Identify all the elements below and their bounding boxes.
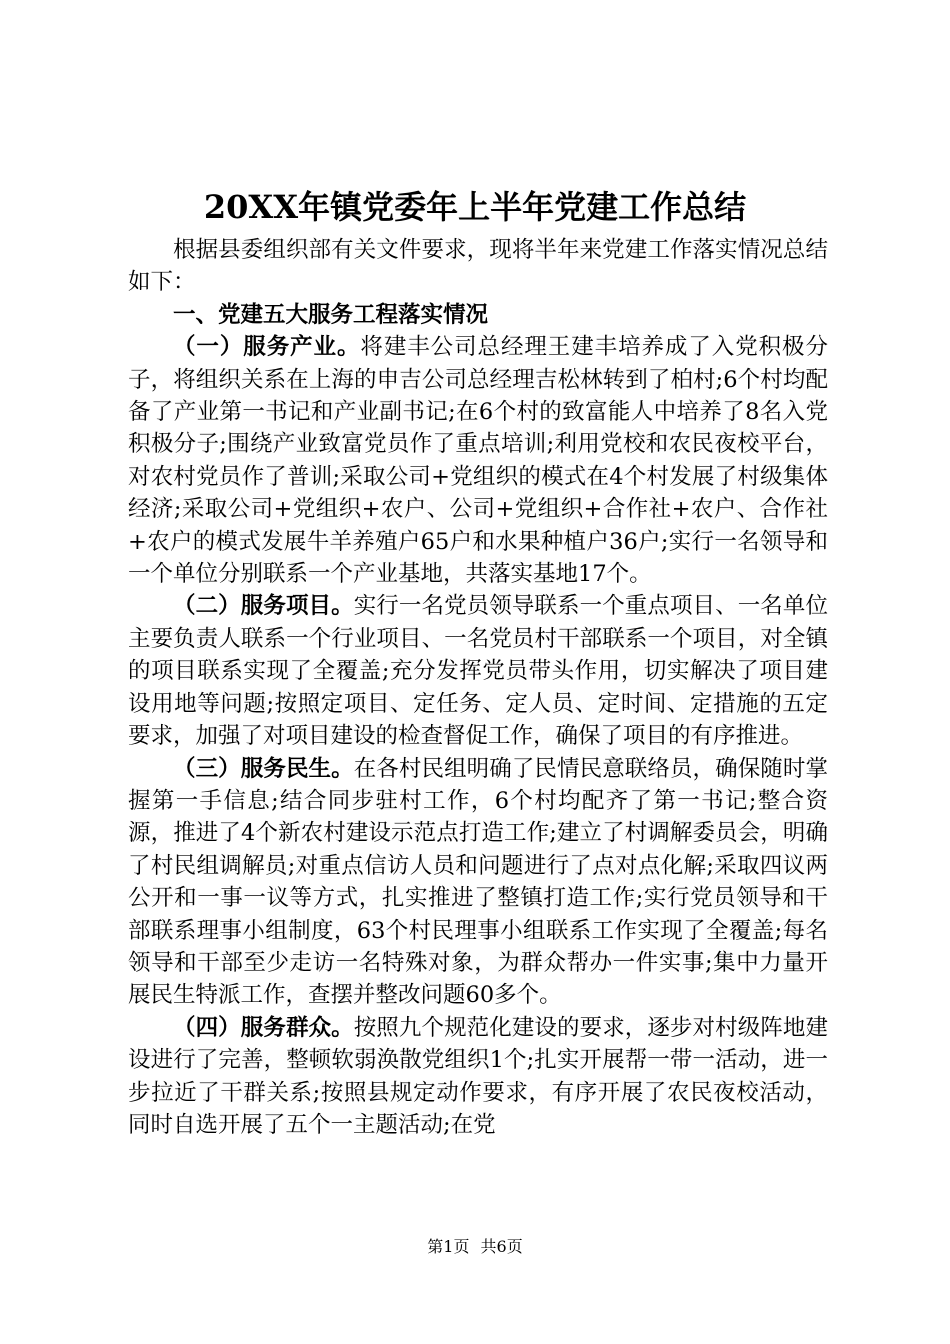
item-text: 实行一名党员领导联系一个重点项目、一名单位主要负责人联系一个行业项目、一名党员村干部联系一个项目，对全镇的项目联系实现了全覆盖;充分发挥党员带头作用，切实解决了项目建设用地等问题;按照定项目、定任务、定人员、定时间、定措施的五定要求，加强了对项目建设的检查督促工作，确保了项目的有序推进。: [128, 593, 828, 750]
item-paragraph-4: [128, 1012, 828, 1142]
document-body: [128, 234, 828, 1141]
item-lead: （三）服务民生。: [173, 755, 354, 782]
item-paragraph-1: [128, 331, 828, 590]
item-text: 将建丰公司总经理王建丰培养成了入党积极分子，将组织关系在上海的申吉公司总经理吉松林转到了柏村;6个村均配备了产业第一书记和产业副书记;在6个村的致富能人中培养了8名入党积极分子;围绕产业致富党员作了重点培训;利用党校和农民夜校平台，对农村党员作了普训;采取公司+党组织的模式在4个村发展了村级集体经济;采取公司+党组织+农户、公司+党组织+合作社+农户、合作社+农户的模式发展牛羊养殖户65户和水果种植户36户;实行一名领导和一个单位分别联系一个产业基地，共落实基地17个。: [128, 334, 828, 588]
item-paragraph-3: [128, 753, 828, 1012]
page-total: 共6页: [480, 1237, 523, 1256]
page-number: 第1页: [427, 1237, 470, 1256]
item-text: 按照九个规范化建设的要求，逐步对村级阵地建设进行了完善，整顿软弱涣散党组织1个;扎实开展帮一带一活动，进一步拉近了干群关系;按照县规定动作要求，有序开展了农民夜校活动，同时自选开展了五个一主题活动;在党: [128, 1014, 828, 1138]
item-lead: （一）服务产业。: [173, 334, 361, 361]
intro-paragraph: 根据县委组织部有关文件要求，现将半年来党建工作落实情况总结如下：: [128, 237, 828, 296]
item-lead: （二）服务项目。: [173, 593, 354, 620]
item-lead: （四）服务群众。: [173, 1014, 354, 1041]
page-footer: [0, 1235, 950, 1259]
document-title: 20XX年镇党委年上半年党建工作总结: [203, 188, 747, 226]
item-text: 在各村民组明确了民情民意联络员，确保随时掌握第一手信息;结合同步驻村工作，6个村均配齐了第一书记;整合资源，推进了4个新农村建设示范点打造工作;建立了村调解委员会，明确了村民组调解员;对重点信访人员和问题进行了点对点化解;采取四议两公开和一事一议等方式，扎实推进了整镇打造工作;实行党员领导和干部联系理事小组制度，63个村民理事小组联系工作实现了全覆盖;每名领导和干部至少走访一名特殊对象，为群众帮办一件实事;集中力量开展民生特派工作，查摆并整改问题60多个。: [128, 755, 828, 1009]
item-paragraph-2: [128, 590, 828, 752]
section-heading: 一、党建五大服务工程落实情况: [173, 301, 489, 328]
